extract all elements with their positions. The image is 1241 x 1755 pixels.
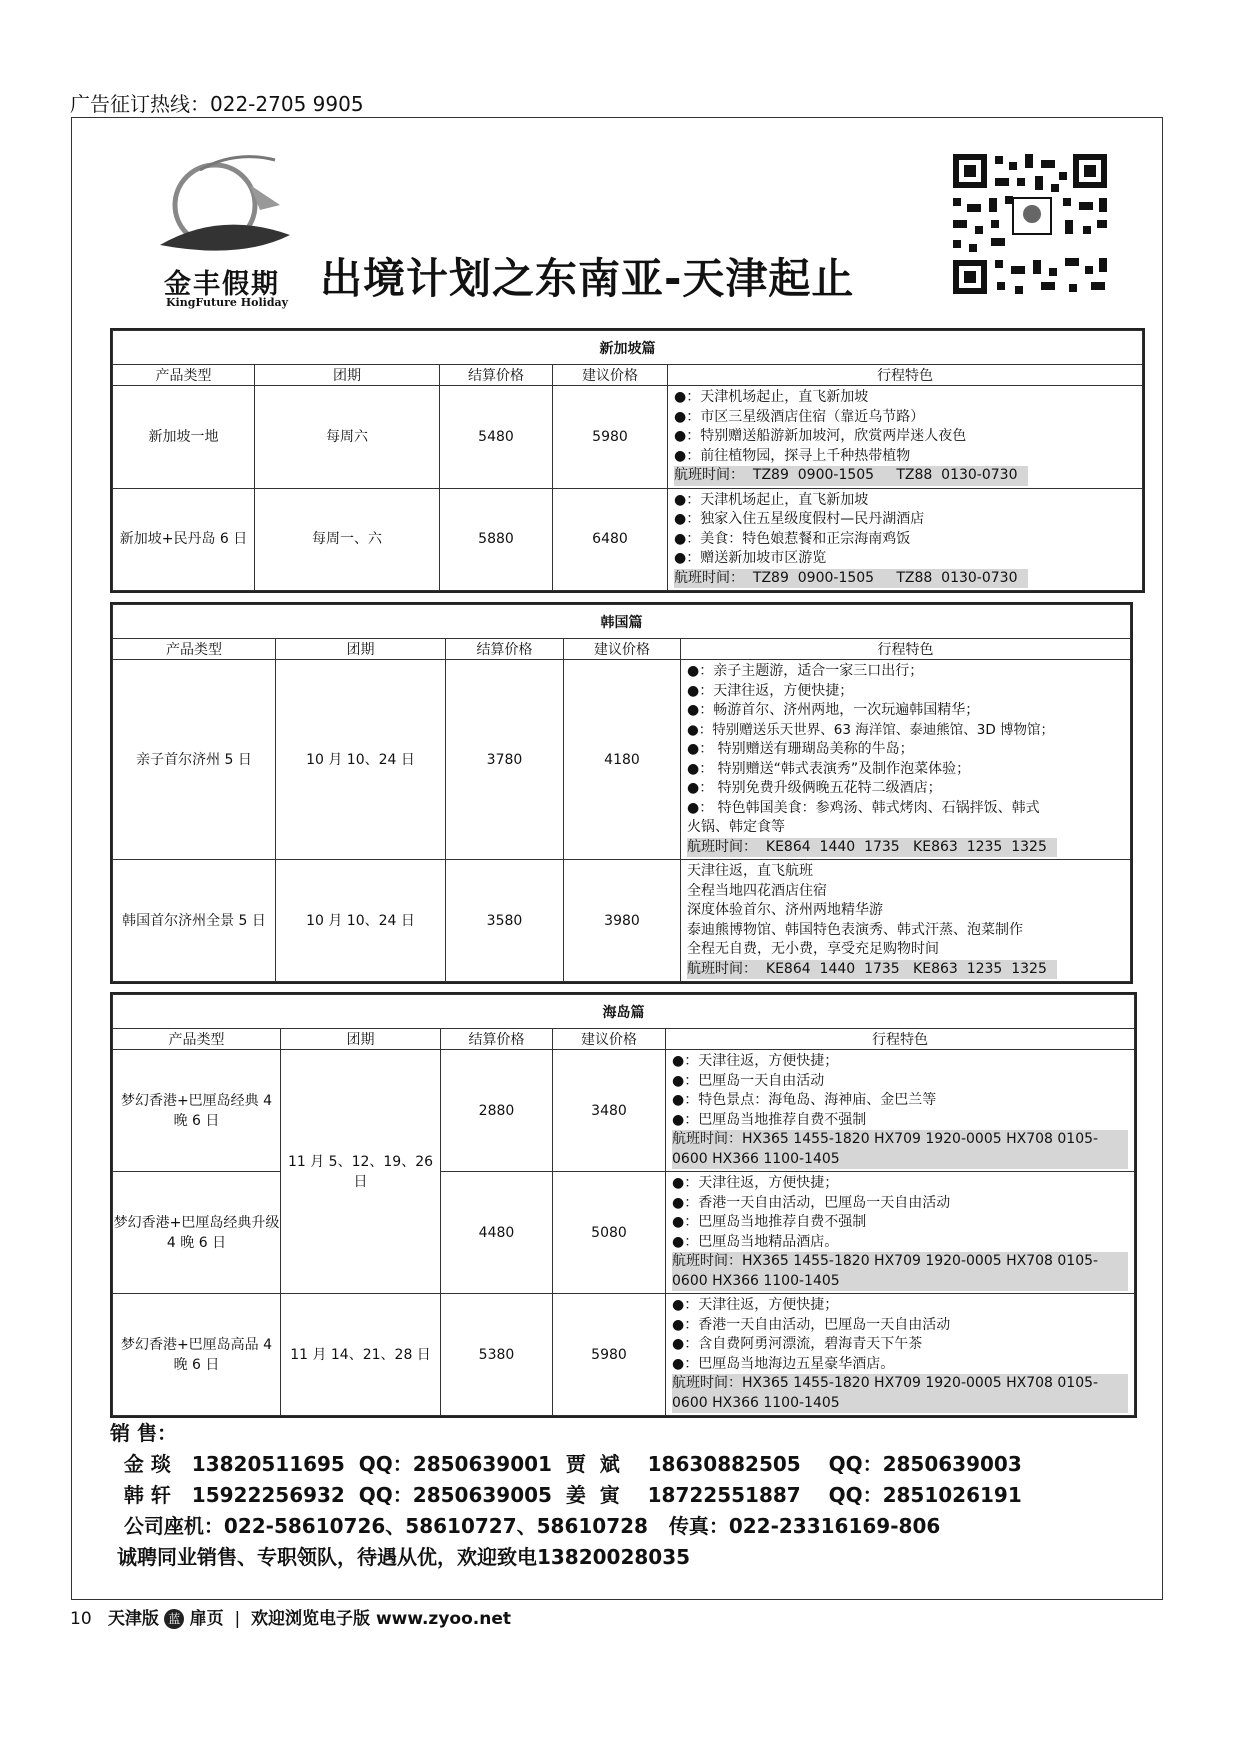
settlement-price: 3580 bbox=[446, 860, 564, 982]
feature-line: ●：天津往返，方便快捷； bbox=[672, 1175, 839, 1191]
logo-english-name: KingFuture Holiday bbox=[166, 296, 289, 309]
section-title: 韩国篇 bbox=[113, 605, 1131, 639]
flight-times: 航班时间： TZ89 0900-1505 TZ88 0130-0730 bbox=[674, 466, 1028, 486]
feature-line: ●：巴厘岛当地海边五星豪华酒店。 bbox=[672, 1355, 895, 1372]
flight-times: 航班时间： TZ89 0900-1505 TZ88 0130-0730 bbox=[674, 569, 1028, 589]
feature-line: ●： 特别赠送有珊瑚岛美称的牛岛； bbox=[687, 741, 914, 757]
header-product-type: 产品类型 bbox=[113, 1029, 281, 1050]
company-logo bbox=[140, 150, 305, 315]
suggested-price: 5980 bbox=[553, 1294, 666, 1416]
table-row bbox=[113, 1050, 1135, 1172]
qr-code-icon bbox=[945, 148, 1115, 300]
table-row bbox=[113, 660, 1131, 860]
itinerary-features bbox=[668, 386, 1143, 489]
product-type: 梦幻香港+巴厘岛高品 4 晚 6 日 bbox=[113, 1294, 281, 1416]
header-settlement-price: 结算价格 bbox=[446, 639, 564, 660]
suggested-price: 5980 bbox=[553, 386, 668, 489]
table-row bbox=[113, 1294, 1135, 1416]
header-dates: 团期 bbox=[276, 639, 446, 660]
section-title: 新加坡篇 bbox=[113, 331, 1143, 365]
sales-label: 销 售： bbox=[110, 1421, 177, 1445]
feature-line: ●：特色景点：海龟岛、海神庙、金巴兰等 bbox=[672, 1092, 937, 1108]
feature-line: 火锅、韩定食等 bbox=[687, 819, 785, 835]
feature-line: ●：特别赠送船游新加坡河，欣赏两岸迷人夜色 bbox=[674, 428, 967, 444]
feature-line: ●：畅游首尔、济州两地，一次玩遍韩国精华； bbox=[687, 702, 980, 718]
feature-line: ●： 特别赠送“韩式表演秀”及制作泡菜体验； bbox=[687, 760, 971, 777]
singapore-section bbox=[110, 328, 1145, 593]
table-row bbox=[113, 1172, 1135, 1294]
table-row bbox=[113, 860, 1131, 982]
feature-line: ●：独家入住五星级度假村—民丹湖酒店 bbox=[674, 511, 925, 527]
page-footer bbox=[70, 1604, 511, 1629]
feature-line: 全程当地四花酒店住宿 bbox=[687, 882, 827, 899]
flight-times: 航班时间：HX365 1455-1820 HX709 1920-0005 HX708 0105-0600 HX366 1100-1405 bbox=[672, 1374, 1128, 1413]
settlement-price: 5480 bbox=[440, 386, 553, 489]
feature-line: ●：天津机场起止，直飞新加坡 bbox=[674, 389, 869, 405]
website-text: 欢迎浏览电子版 www.zyoo.net bbox=[251, 1609, 511, 1629]
tour-dates: 11 月 14、21、28 日 bbox=[281, 1294, 441, 1416]
feature-line: ●：天津机场起止，直飞新加坡 bbox=[674, 491, 869, 508]
section-brand: 扉页 bbox=[189, 1609, 224, 1629]
table-row bbox=[113, 386, 1143, 489]
suggested-price: 5080 bbox=[553, 1172, 666, 1294]
table-row bbox=[113, 488, 1143, 591]
product-type: 新加坡一地 bbox=[113, 386, 255, 489]
feature-line: ●：前往植物园，探寻上千种热带植物 bbox=[674, 447, 911, 464]
feature-line: ●：巴厘岛当地精品酒店。 bbox=[672, 1233, 839, 1250]
feature-line: 泰迪熊博物馆、韩国特色表演秀、韩式汗蒸、泡菜制作 bbox=[687, 921, 1023, 938]
feature-line: ●：美食：特色娘惹餐和正宗海南鸡饭 bbox=[674, 530, 911, 547]
feature-line: ●：天津往返，方便快捷； bbox=[687, 682, 854, 699]
settlement-price: 2880 bbox=[441, 1050, 553, 1172]
product-type: 亲子首尔济州 5 日 bbox=[113, 660, 276, 860]
settlement-price: 5380 bbox=[441, 1294, 553, 1416]
feature-line: 天津往返，直飞航班 bbox=[687, 863, 813, 879]
header-settlement-price: 结算价格 bbox=[440, 365, 553, 386]
feature-line: ●：亲子主题游，适合一家三口出行； bbox=[687, 663, 924, 679]
product-type: 新加坡+民丹岛 6 日 bbox=[113, 488, 255, 591]
itinerary-features bbox=[666, 1050, 1135, 1172]
feature-line: 全程无自费，无小费，享受充足购物时间 bbox=[687, 941, 939, 957]
feature-line: ●：市区三星级酒店住宿（靠近乌节路） bbox=[674, 408, 925, 425]
feature-line: ●：天津往返，方便快捷； bbox=[672, 1053, 839, 1069]
feature-line: ●：赠送新加坡市区游览 bbox=[674, 550, 827, 566]
feature-line: ●： 特色韩国美食：参鸡汤、韩式烤肉、石锅拌饭、韩式 bbox=[687, 799, 1040, 816]
ad-hotline: 广告征订热线：022-2705 9905 bbox=[70, 92, 364, 116]
header-features: 行程特色 bbox=[681, 639, 1131, 660]
sales-contacts bbox=[110, 1418, 1022, 1573]
header-suggested-price: 建议价格 bbox=[553, 1029, 666, 1050]
feature-line: ●：香港一天自由活动，巴厘岛一天自由活动 bbox=[672, 1316, 951, 1333]
logo-sun-icon bbox=[140, 150, 305, 270]
suggested-price: 4180 bbox=[564, 660, 681, 860]
blue-badge-icon: 蓝 bbox=[164, 1609, 184, 1629]
product-type: 韩国首尔济州全景 5 日 bbox=[113, 860, 276, 982]
header-dates: 团期 bbox=[255, 365, 440, 386]
itinerary-features bbox=[668, 488, 1143, 591]
settlement-price: 5880 bbox=[440, 488, 553, 591]
feature-line: ●：巴厘岛当地推荐自费不强制 bbox=[672, 1111, 867, 1128]
suggested-price: 3980 bbox=[564, 860, 681, 982]
itinerary-features bbox=[681, 660, 1131, 860]
feature-line: ●： 特别免费升级俩晚五花特二级酒店； bbox=[687, 780, 942, 796]
header-suggested-price: 建议价格 bbox=[564, 639, 681, 660]
flight-times: 航班时间： KE864 1440 1735 KE863 1235 1325 bbox=[687, 838, 1057, 858]
flight-times: 航班时间：HX365 1455-1820 HX709 1920-0005 HX708 0105-0600 HX366 1100-1405 bbox=[672, 1130, 1128, 1169]
page-title: 出境计划之东南亚-天津起止 bbox=[320, 254, 855, 303]
itinerary-features bbox=[681, 860, 1131, 982]
feature-line: ●：含自费阿勇河漂流，碧海青天下午茶 bbox=[672, 1336, 923, 1352]
settlement-price: 3780 bbox=[446, 660, 564, 860]
header-suggested-price: 建议价格 bbox=[553, 365, 668, 386]
sales-contact-line: 韩 轩 15922256932 QQ：2850639005 姜 寅 18722551887 QQ：2851026191 bbox=[110, 1483, 1022, 1507]
flight-times: 航班时间：HX365 1455-1820 HX709 1920-0005 HX708 0105-0600 HX366 1100-1405 bbox=[672, 1252, 1128, 1291]
product-type: 梦幻香港+巴厘岛经典 4 晚 6 日 bbox=[113, 1050, 281, 1172]
settlement-price: 4480 bbox=[441, 1172, 553, 1294]
feature-line: ●：巴厘岛当地推荐自费不强制 bbox=[672, 1214, 867, 1230]
suggested-price: 6480 bbox=[553, 488, 668, 591]
tour-dates: 10 月 10、24 日 bbox=[276, 860, 446, 982]
company-phone-fax: 公司座机：022-58610726、58610727、58610728 传真：022-23316169-806 bbox=[110, 1514, 941, 1538]
itinerary-features bbox=[666, 1294, 1135, 1416]
feature-line: 深度体验首尔、济州两地精华游 bbox=[687, 902, 883, 918]
feature-line: ●：天津往返，方便快捷； bbox=[672, 1297, 839, 1313]
feature-line: ●：巴厘岛一天自由活动 bbox=[672, 1072, 825, 1089]
page-number: 10 bbox=[70, 1609, 92, 1629]
product-type: 梦幻香港+巴厘岛经典升级 4 晚 6 日 bbox=[113, 1172, 281, 1294]
header-dates: 团期 bbox=[281, 1029, 441, 1050]
edition-label: 天津版 bbox=[107, 1609, 159, 1629]
divider: | bbox=[229, 1609, 246, 1629]
korea-section bbox=[110, 602, 1133, 984]
island-section bbox=[110, 992, 1137, 1418]
header-product-type: 产品类型 bbox=[113, 639, 276, 660]
flight-times: 航班时间： KE864 1440 1735 KE863 1235 1325 bbox=[687, 960, 1057, 980]
itinerary-features bbox=[666, 1172, 1135, 1294]
section-title: 海岛篇 bbox=[113, 995, 1135, 1029]
tour-dates: 每周一、六 bbox=[255, 488, 440, 591]
tour-dates: 每周六 bbox=[255, 386, 440, 489]
logo-chinese-name: 金丰假期 bbox=[164, 269, 280, 300]
tour-dates: 11 月 5、12、19、26 日 bbox=[281, 1050, 441, 1294]
tour-dates: 10 月 10、24 日 bbox=[276, 660, 446, 860]
feature-line: ●：香港一天自由活动，巴厘岛一天自由活动 bbox=[672, 1194, 951, 1211]
suggested-price: 3480 bbox=[553, 1050, 666, 1172]
header-features: 行程特色 bbox=[666, 1029, 1135, 1050]
header-settlement-price: 结算价格 bbox=[441, 1029, 553, 1050]
header-features: 行程特色 bbox=[668, 365, 1143, 386]
recruitment-notice: 诚聘同业销售、专职领队，待遇从优，欢迎致电13820028035 bbox=[110, 1545, 691, 1569]
sales-contact-line: 金 琰 13820511695 QQ：2850639001 贾 斌 18630882505 QQ：2850639003 bbox=[110, 1452, 1022, 1476]
header-product-type: 产品类型 bbox=[113, 365, 255, 386]
feature-line: ●：特别赠送乐天世界、63 海洋馆、泰迪熊馆、3D 博物馆； bbox=[687, 721, 1055, 738]
